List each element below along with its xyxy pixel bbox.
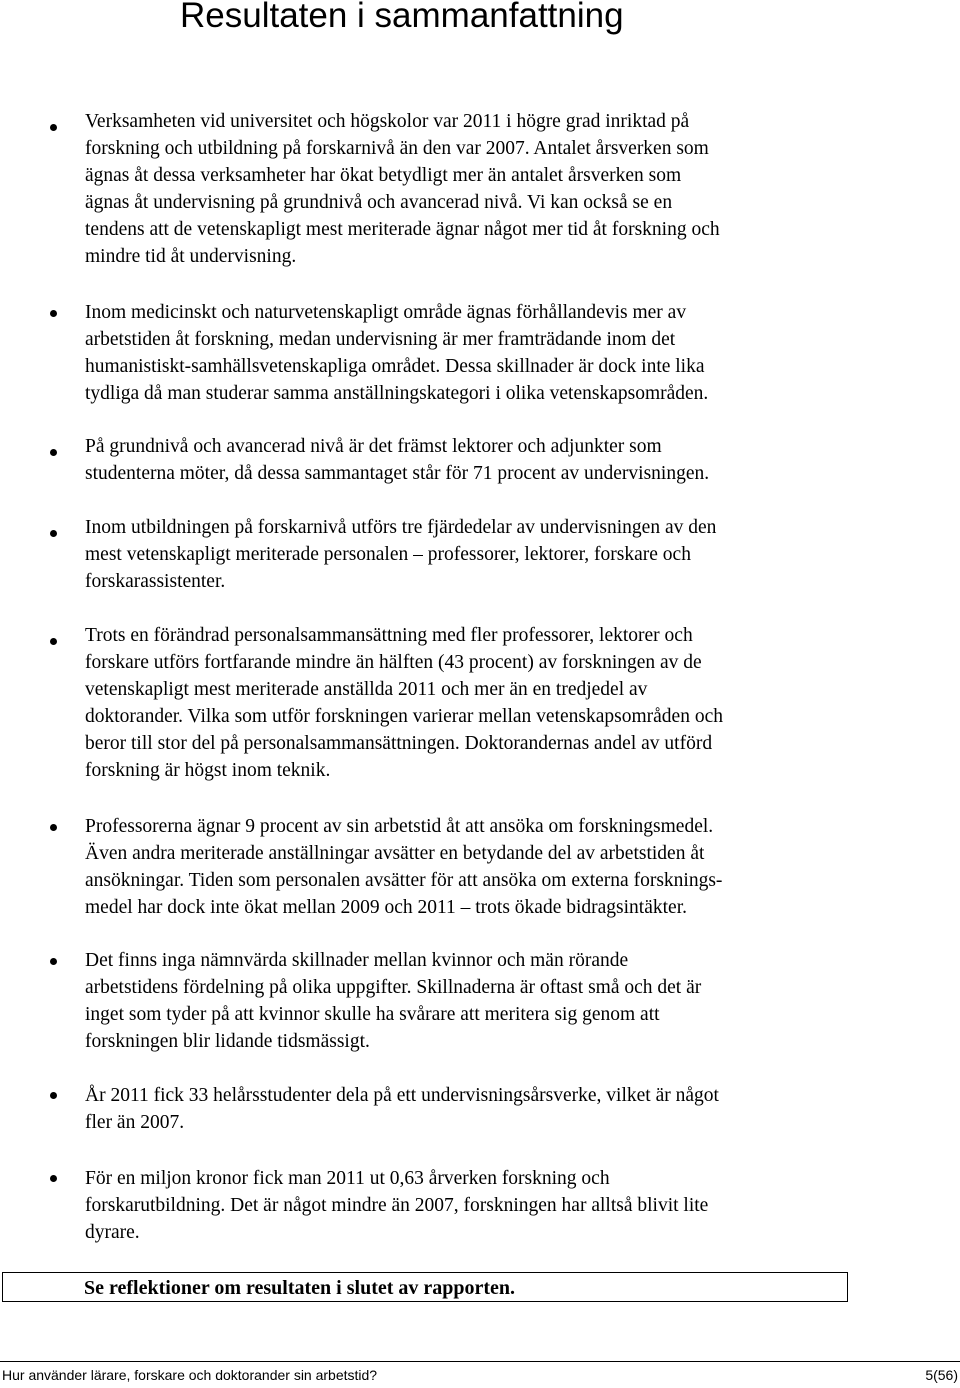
bullet-line: Trots en förändrad personalsammansättning med fler professorer, lektorer och (85, 625, 693, 646)
bullet-text (85, 947, 855, 1055)
bullet-line: Inom medicinskt och naturvetenskapligt område ägnas förhållandevis mer av (85, 302, 687, 323)
bullet-line: inget som tyder på att kvinnor skulle ha svårare att meritera sig genom att (85, 1004, 660, 1025)
bullet-line: doktorander. Vilka som utför forskningen varierar mellan vetenskapsområden och (85, 706, 723, 727)
bullet-text (85, 813, 855, 921)
footer-document-title: Hur använder lärare, forskare och doktorander sin arbetstid? (2, 1367, 378, 1383)
bullet-line: forskning och utbildning på forskarnivå än den var 2007. Antalet årsverken som (85, 138, 709, 159)
bullet-line: fler än 2007. (85, 1112, 185, 1133)
bullet-line: År 2011 fick 33 helårsstudenter dela på ett undervisningsårsverke, vilket är något (85, 1085, 719, 1106)
bullet-line: forskarassistenter. (85, 571, 226, 592)
bullet-line: Professorerna ägnar 9 procent av sin arbetstid åt att ansöka om forskningsmedel. (85, 816, 714, 837)
bullet-icon (50, 124, 57, 131)
bullet-line: forskare utförs fortfarande mindre än hälften (43 procent) av forskningen av de (85, 652, 702, 673)
bullet-line: forskarutbildning. Det är något mindre än 2007, forskningen har alltså blivit lite (85, 1195, 709, 1216)
bullet-line: Även andra meriterade anställningar avsätter en betydande del av arbetstiden åt (85, 843, 705, 864)
bullet-line: humanistiskt-samhällsvetenskapliga området. Dessa skillnader är dock inte lika (85, 356, 705, 377)
bullet-line: På grundnivå och avancerad nivå är det främst lektorer och adjunkter som (85, 436, 662, 457)
bullet-icon (50, 638, 57, 645)
bullet-line: arbetstiden åt forskning, medan undervisning är mer framträdande inom det (85, 329, 676, 350)
bullet-line: Det finns inga nämnvärda skillnader mellan kvinnor och män rörande (85, 950, 629, 971)
bullet-text (85, 622, 855, 784)
bullet-line: ägnas åt dessa verksamheter har ökat betydligt mer än antalet årsverken som (85, 165, 682, 186)
bullet-icon (50, 958, 57, 965)
bullet-line: beror till stor del på personalsammansättningen. Doktorandernas andel av utförd (85, 733, 713, 754)
bullet-line: ägnas åt undervisning på grundnivå och avancerad nivå. Vi kan också se en (85, 192, 673, 213)
reflection-note: Se reflektioner om resultaten i slutet av rapporten. (84, 1277, 516, 1299)
footer-page-number: 5(56) (925, 1367, 958, 1383)
bullet-icon (50, 449, 57, 456)
bullet-line: Verksamheten vid universitet och högskolor var 2011 i högre grad inriktad på (85, 111, 690, 132)
page-title: Resultaten i sammanfattning (180, 0, 624, 35)
bullet-icon (50, 310, 57, 317)
bullet-text (85, 1082, 855, 1136)
bullet-line: mindre tid åt undervisning. (85, 246, 297, 267)
bullet-line: arbetstidens fördelning på olika uppgifter. Skillnaderna är oftast små och det är (85, 977, 702, 998)
bullet-icon (50, 824, 57, 831)
bullet-icon (50, 1092, 57, 1099)
bullet-line: tendens att de vetenskapligt mest meriterade ägnar något mer tid åt forskning och (85, 219, 720, 240)
bullet-line: studenterna möter, då dessa sammantaget står för 71 procent av undervisningen. (85, 463, 710, 484)
bullet-line: För en miljon kronor fick man 2011 ut 0,63 årverken forskning och (85, 1168, 610, 1189)
bullet-line: dyrare. (85, 1222, 140, 1243)
bullet-line: medel har dock inte ökat mellan 2009 och 2011 – trots ökade bidragsintäkter. (85, 897, 687, 918)
footer-divider (0, 1361, 960, 1362)
bullet-line: ansökningar. Tiden som personalen avsätter för att ansöka om externa forsknings- (85, 870, 723, 891)
bullet-line: vetenskapligt mest meriterade anställda 2011 och mer än en tredjedel av (85, 679, 648, 700)
bullet-icon (50, 530, 57, 537)
bullet-line: forskningen blir lidande tidsmässigt. (85, 1031, 370, 1052)
bullet-text (85, 514, 855, 595)
bullet-line: tydliga då man studerar samma anställningskategori i olika vetenskapsområden. (85, 383, 709, 404)
bullet-icon (50, 1175, 57, 1182)
bullet-text (85, 433, 855, 487)
bullet-line: Inom utbildningen på forskarnivå utförs tre fjärdedelar av undervisningen av den (85, 517, 717, 538)
bullet-text (85, 108, 855, 270)
bullet-line: mest vetenskapligt meriterade personalen – professorer, lektorer, forskare och (85, 544, 691, 565)
bullet-text (85, 1165, 855, 1246)
bullet-text (85, 299, 855, 407)
bullet-line: forskning är högst inom teknik. (85, 760, 331, 781)
